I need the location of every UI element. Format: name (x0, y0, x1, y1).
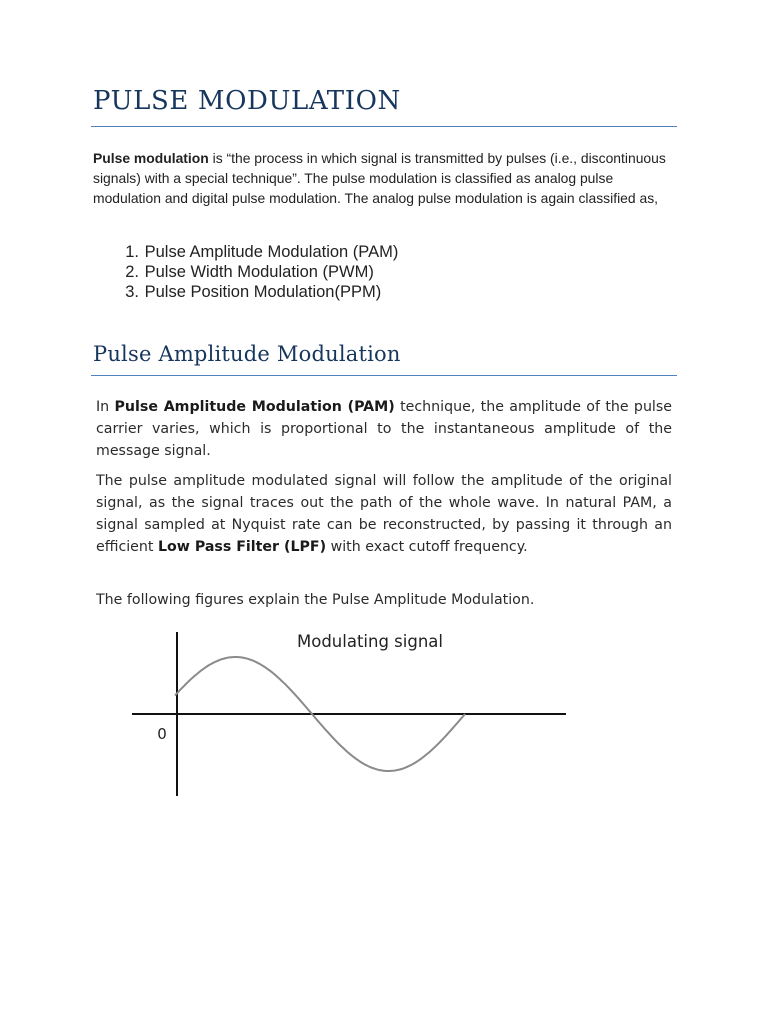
list-label: Pulse Amplitude Modulation (PAM) (144, 243, 399, 261)
title-underline (91, 126, 677, 127)
modulation-types-list (93, 242, 398, 302)
section-underline (91, 375, 677, 376)
p2-lead: The pulse amplitude modulated signal will follow the amplitude of the original signal, as the signal traces out the path of the whole wave. In natural PAM, a signal sampled at Nyquist rate can be reconstructed, by passing it through an efficient (96, 473, 672, 555)
list-number: 3. (125, 283, 139, 301)
modulating-signal-figure (120, 622, 580, 812)
p2-rest: with exact cutoff frequency. (326, 539, 528, 555)
figure-title: Modulating signal (297, 632, 443, 651)
pam-definition-paragraph (96, 396, 672, 462)
list-item (93, 262, 398, 282)
list-number: 2. (125, 263, 139, 281)
pam-signal-paragraph (96, 470, 672, 558)
intro-text: is “the process in which signal is transmitted by pulses (i.e., discontinuous signals) with a special technique”. The pulse modulation is classified as analog pulse modulation and digital pulse modulation. The analog pulse modulation is again classified as, (93, 150, 666, 206)
p2-term: Low Pass Filter (LPF) (157, 539, 327, 555)
figure-intro-paragraph: The following figures explain the Pulse Amplitude Modulation. (96, 592, 535, 608)
section-heading: Pulse Amplitude Modulation (93, 342, 401, 366)
list-item (93, 282, 398, 302)
p1-term: Pulse Amplitude Modulation (PAM) (114, 399, 395, 415)
origin-label: 0 (157, 725, 167, 743)
intro-paragraph (93, 148, 683, 208)
list-label: Pulse Width Modulation (PWM) (144, 263, 374, 281)
list-label: Pulse Position Modulation(PPM) (144, 283, 382, 301)
page-title: PULSE MODULATION (93, 86, 401, 116)
list-item (93, 242, 398, 262)
intro-term: Pulse modulation (93, 150, 209, 166)
modulating-signal-plot (120, 622, 580, 812)
p1-lead: In (96, 399, 115, 415)
list-number: 1. (125, 243, 139, 261)
p1-rest: technique, the amplitude of the pulse carrier varies, which is proportional to the instantaneous amplitude of the message signal. (96, 399, 672, 459)
